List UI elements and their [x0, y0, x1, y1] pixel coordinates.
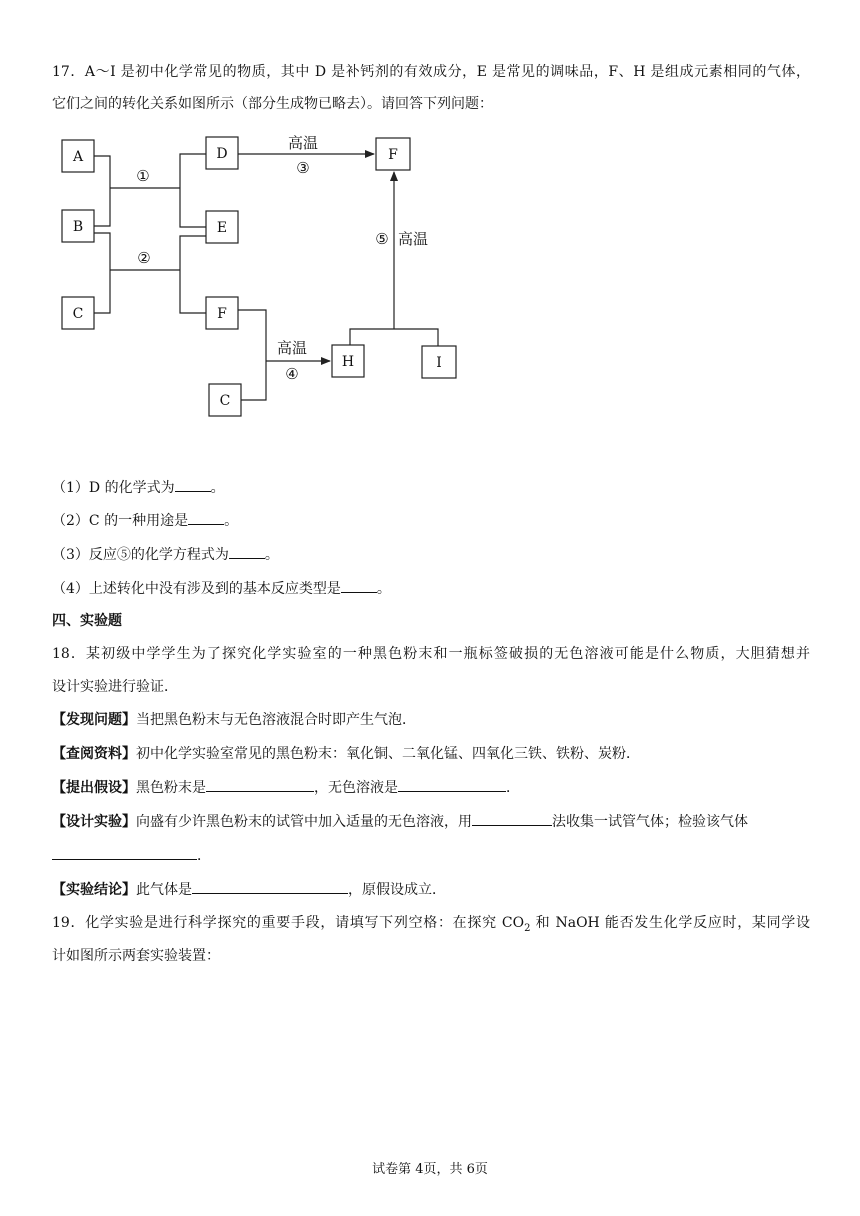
answer-blank-solution[interactable] [398, 777, 506, 792]
q17-sub3-end: 。 [264, 547, 279, 563]
q18-find-text: 当把黑色粉末与无色溶液混合时即产生气泡． [136, 712, 416, 728]
box-a-label: A [72, 149, 84, 165]
q17-line1: 17．A～I 是初中化学常见的物质，其中 D 是补钙剂的有效成分，E 是常见的调味品，F、H 是组成元素相同的气体， [52, 64, 810, 80]
q18-concl-text1: 此气体是 [136, 882, 192, 898]
box-f-left-label: F [217, 306, 227, 322]
reaction-5-number: ⑤ [375, 230, 389, 248]
q18-design-text2: 法收集一试管气体；检验该气体 [552, 814, 748, 830]
q18-design-text1: 向盛有少许黑色粉末的试管中加入适量的无色溶液，用 [136, 814, 472, 830]
q18-concl-text2: ，原假设成立． [348, 882, 446, 898]
q19-line1-a: 19．化学实验是进行科学探究的重要手段，请填写下列空格：在探究 CO [52, 915, 525, 931]
q17-sub4-end: 。 [376, 581, 391, 597]
q18-design-cont [52, 845, 810, 866]
q17-sub1-text: （1）D 的化学式为 [52, 480, 175, 496]
answer-blank-4[interactable] [341, 578, 377, 593]
q17-sub4 [52, 578, 810, 599]
q19-line2: 计如图所示两套实验装置： [52, 948, 220, 964]
answer-blank-method[interactable] [472, 811, 552, 826]
q19-line1 [52, 913, 810, 939]
answer-blank-gas[interactable] [192, 879, 348, 894]
answer-blank-powder[interactable] [206, 777, 314, 792]
box-d-label: D [216, 146, 228, 162]
q18-hyp-text2: ，无色溶液是 [314, 780, 398, 796]
q17-sub2 [52, 510, 810, 531]
q18-concl-tag: 【实验结论】 [52, 882, 136, 898]
q18-ref-tag: 【查阅资料】 [52, 746, 136, 762]
q17-line2: 它们之间的转化关系如图所示（部分生成物已略去）。请回答下列问题： [52, 96, 493, 112]
reaction-1-label: ① [136, 167, 150, 185]
q17-sub2-text: （2）C 的一种用途是 [52, 513, 189, 529]
q17-sub3-text: （3）反应⑤的化学方程式为 [52, 547, 229, 563]
q18-hyp-text3: ． [506, 780, 520, 796]
q18-find-tag: 【发现问题】 [52, 712, 136, 728]
section-title: 四、实验题 [52, 613, 122, 629]
q17-sub2-end: 。 [224, 513, 239, 529]
q18-hyp [52, 777, 810, 798]
q17-sub1-end: 。 [210, 480, 225, 496]
reaction-2-label: ② [137, 249, 151, 267]
reaction-4-condition: 高温 [276, 339, 308, 357]
conversion-diagram [0, 0, 860, 430]
box-e-label: E [216, 220, 228, 236]
q19-line1-sub: 2 [524, 922, 531, 934]
q18-hyp-tag: 【提出假设】 [52, 780, 136, 796]
box-f-right-label: F [388, 147, 398, 163]
q17-sub3 [52, 544, 810, 565]
q18-hyp-text1: 黑色粉末是 [136, 780, 206, 796]
box-c-left-label: C [72, 306, 84, 322]
q18-ref-text: 初中化学实验室常见的黑色粉末：氧化铜、二氧化锰、四氧化三铁、铁粉、炭粉． [136, 746, 640, 762]
q17-sub4-text: （4）上述转化中没有涉及到的基本反应类型是 [52, 581, 341, 597]
answer-blank-3[interactable] [229, 544, 265, 559]
reaction-4-number: ④ [285, 365, 299, 383]
q18-ref [52, 744, 810, 764]
q18-design [52, 811, 810, 832]
q18-concl [52, 879, 810, 900]
page-footer: 试卷第 4页，共 6页 [372, 1162, 488, 1177]
q17-sub1 [52, 477, 810, 498]
q18-line1: 18．某初级中学学生为了探究化学实验室的一种黑色粉末和一瓶标签破损的无色溶液可能是什么物质，大胆猜想并 [52, 646, 810, 662]
box-b-label: B [72, 219, 84, 235]
q18-line2: 设计实验进行验证． [52, 679, 178, 695]
answer-blank-test[interactable] [52, 845, 197, 860]
q19-line1-b: 和 NaOH 能否发生化学反应时，某同学设 [530, 915, 810, 931]
box-i-label: I [436, 355, 442, 371]
box-c-bottom-label: C [219, 393, 231, 409]
reaction-5-condition: 高温 [397, 230, 429, 248]
box-h-label: H [341, 354, 355, 370]
answer-blank-1[interactable] [175, 477, 211, 492]
q18-find [52, 710, 810, 730]
q18-design-tag: 【设计实验】 [52, 814, 136, 830]
reaction-3-condition: 高温 [287, 134, 319, 152]
q18-design-end: ． [197, 848, 211, 864]
answer-blank-2[interactable] [188, 510, 224, 525]
reaction-3-number: ③ [296, 159, 310, 177]
